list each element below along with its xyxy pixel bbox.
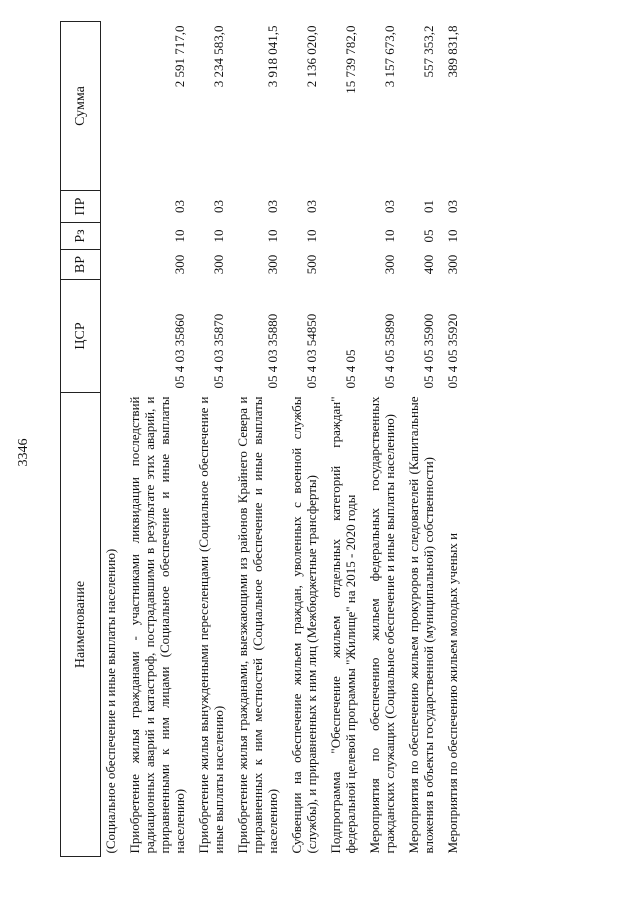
row-name: Подпрограмма "Обеспечение жильем отдельных категорий граждан" федеральной целевой программы "Жилище" на 2015 - 2020 годы — [328, 396, 358, 854]
table-header-row — [61, 22, 101, 857]
table-row — [101, 22, 125, 857]
row-vr: 500 — [304, 254, 319, 275]
row-csr: 05 4 05 35900 — [421, 313, 436, 389]
row-csr: 05 4 03 35870 — [211, 313, 226, 389]
header-pr: ПР — [61, 191, 101, 223]
page-number: 3346 — [16, 438, 31, 467]
row-csr: 05 4 05 — [343, 349, 358, 389]
row-name: Субвенции на обеспечение жильем граждан, уволенных с военной службы (службы), и приравненных к ним лиц (Межбюджетные трансферты) — [289, 396, 319, 854]
row-name: Приобретение жилья гражданами, выезжающими из районов Крайнего Севера и приравненных к ним местностей (Социальное обеспечение и иные выплаты населению) — [235, 396, 280, 854]
row-csr: 05 4 05 35890 — [382, 313, 397, 389]
row-sum — [101, 22, 125, 191]
table-row — [325, 22, 364, 857]
row-pr: 03 — [445, 200, 460, 213]
row-rz: 10 — [445, 229, 460, 243]
row-rz: 10 — [265, 229, 280, 243]
row-sum: 3 918 041,5 — [265, 25, 280, 88]
row-name: Мероприятия по обеспечению жильем федеральных государственных гражданских служащих (Социальное обеспечение и иные выплаты населению) — [367, 396, 397, 854]
row-vr — [101, 250, 125, 280]
row-sum: 3 157 673,0 — [382, 25, 397, 88]
row-sum: 15 739 782,0 — [343, 25, 358, 94]
row-csr: 05 4 03 35860 — [172, 313, 187, 389]
row-vr — [325, 250, 364, 280]
row-name: Приобретение жилья вынужденными переселенцами (Социальное обеспечение и иные выплаты населению) — [196, 396, 226, 854]
row-name: Мероприятия по обеспечению жильем молодых ученых и — [445, 532, 460, 854]
header-vr: ВР — [61, 250, 101, 280]
row-pr: 01 — [421, 200, 436, 213]
budget-table — [60, 21, 466, 857]
row-rz — [325, 223, 364, 250]
row-sum: 3 234 583,0 — [211, 25, 226, 88]
row-vr: 400 — [421, 254, 436, 275]
row-rz: 10 — [382, 229, 397, 243]
row-pr: 03 — [172, 200, 187, 213]
row-name: Мероприятия по обеспечению жильем прокуроров и следователей (Капитальные вложения в объекты государственной (муниципальной) собственности) — [406, 396, 436, 854]
row-csr: 05 4 05 35920 — [445, 313, 460, 389]
row-csr: 05 4 03 35880 — [265, 313, 280, 389]
row-rz: 10 — [304, 229, 319, 243]
row-sum: 557 353,2 — [421, 25, 436, 78]
row-sum: 2 136 020,0 — [304, 25, 319, 88]
table-row — [232, 22, 286, 857]
row-rz: 05 — [421, 229, 436, 243]
table-row — [286, 22, 325, 857]
row-rz: 10 — [211, 229, 226, 243]
row-vr: 300 — [265, 254, 280, 275]
row-pr — [325, 191, 364, 223]
row-sum: 2 591 717,0 — [172, 25, 187, 88]
row-pr: 03 — [265, 200, 280, 213]
table-row — [193, 22, 232, 857]
row-pr: 03 — [382, 200, 397, 213]
row-rz — [101, 223, 125, 250]
row-vr: 300 — [172, 254, 187, 275]
row-pr — [101, 191, 125, 223]
table-row — [442, 22, 466, 857]
header-rz: Рз — [61, 223, 101, 250]
table-row — [124, 22, 193, 857]
table-row — [364, 22, 403, 857]
row-rz: 10 — [172, 229, 187, 243]
row-vr: 300 — [211, 254, 226, 275]
row-pr: 03 — [304, 200, 319, 213]
row-name: Приобретение жилья гражданами - участниками ликвидации последствий радиационных аварий и катастроф, пострадавшими в результате этих аварий, и приравненными к ним лицами (Социальное обеспечение и иные выплаты населению) — [127, 396, 187, 854]
header-name: Наименование — [61, 393, 101, 857]
header-sum: Сумма — [61, 22, 101, 191]
row-sum: 389 831,8 — [445, 25, 460, 78]
row-vr: 300 — [382, 254, 397, 275]
row-csr — [101, 280, 125, 393]
table-row — [403, 22, 442, 857]
row-pr: 03 — [211, 200, 226, 213]
row-csr: 05 4 03 54850 — [304, 313, 319, 389]
header-csr: ЦСР — [61, 280, 101, 393]
row-name: (Социальное обеспечение и иные выплаты населению) — [103, 548, 118, 854]
row-vr: 300 — [445, 254, 460, 275]
